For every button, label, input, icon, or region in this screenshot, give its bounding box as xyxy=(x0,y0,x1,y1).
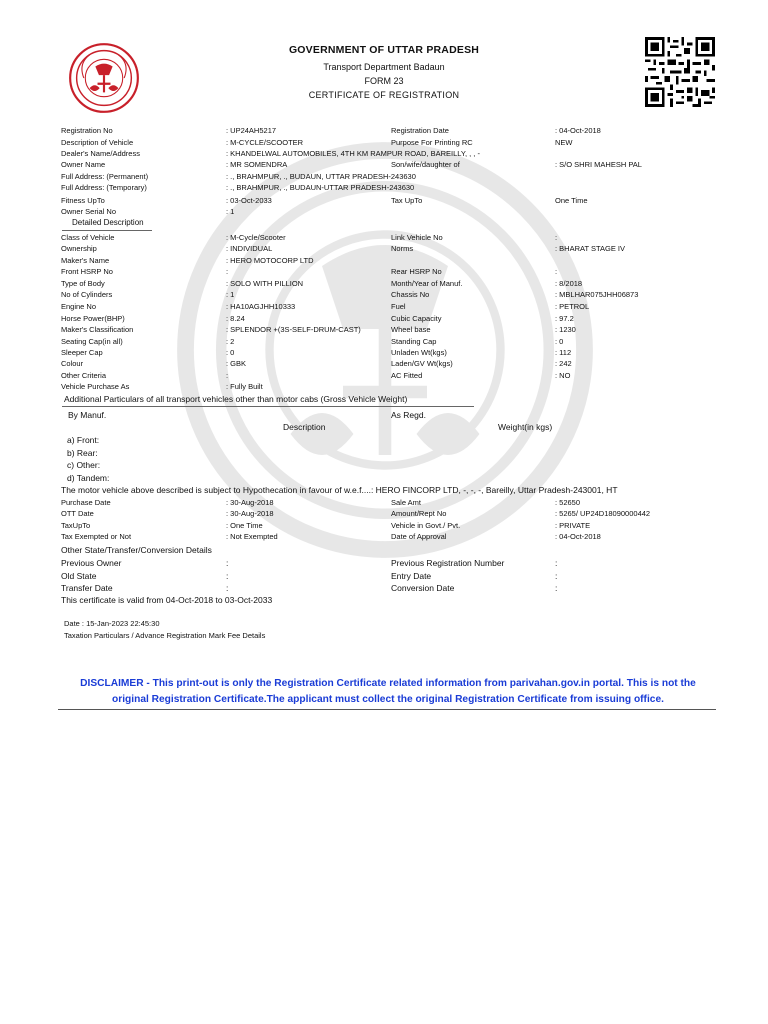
row-label: Standing Cap xyxy=(391,337,437,346)
row-value: : 30-Aug-2018 xyxy=(226,509,274,518)
row-label: Norms xyxy=(391,244,414,253)
row-label: Laden/GV Wt(kgs) xyxy=(391,359,453,368)
row-value: : 0 xyxy=(555,337,564,346)
row-label: Registration Date xyxy=(391,126,449,135)
gvw-front: a) Front: xyxy=(67,435,100,445)
row-label: Colour xyxy=(61,359,84,368)
row-label: Old State xyxy=(61,571,97,581)
row-value: : UP24AH5217 xyxy=(226,126,277,135)
row-value: : xyxy=(555,558,558,568)
row-value: : 1 xyxy=(226,207,235,216)
row-value: : 30-Aug-2018 xyxy=(226,498,274,507)
document-title: GOVERNMENT OF UTTAR PRADESH xyxy=(288,44,480,56)
row-label: Dealer's Name/Address xyxy=(61,149,140,158)
row-label: Previous Registration Number xyxy=(391,558,505,568)
row-label: Son/wife/daughter of xyxy=(391,160,460,169)
row-label: Transfer Date xyxy=(61,583,113,593)
row-label: Vehicle in Govt./ Pvt. xyxy=(391,521,461,530)
section-underline xyxy=(62,230,152,231)
row-label: TaxUpTo xyxy=(61,521,91,530)
row-value: : xyxy=(226,558,229,568)
row-label: No of Cylinders xyxy=(61,290,113,299)
row-label: Full Address: (Permanent) xyxy=(61,172,149,181)
row-value: : 2 xyxy=(226,337,235,346)
row-label: Vehicle Purchase As xyxy=(61,382,130,391)
row-label: Purchase Date xyxy=(61,498,111,507)
row-label: Fuel xyxy=(391,302,406,311)
gvw-tandem: d) Tandem: xyxy=(67,473,110,483)
row-value: : PRIVATE xyxy=(555,521,591,530)
row-label: OTT Date xyxy=(61,509,94,518)
row-value: : SOLO WITH PILLION xyxy=(226,279,304,288)
print-date: Date : 15-Jan-2023 22:45:30 xyxy=(64,619,160,628)
row-value: : 112 xyxy=(555,348,572,357)
row-value: : xyxy=(555,571,558,581)
gvw-as-regd: As Regd. xyxy=(391,410,426,420)
validity-text: This certificate is valid from 04-Oct-2018 to 03-Oct-2033 xyxy=(61,595,273,605)
row-value: : 1230 xyxy=(555,325,576,334)
row-label: Other Criteria xyxy=(61,371,107,380)
row-label: Link Vehicle No xyxy=(391,233,443,242)
row-value: : 1 xyxy=(226,290,235,299)
row-value: : 5265/ UP24D18090000442 xyxy=(555,509,651,518)
row-value: : 97.2 xyxy=(555,314,574,323)
row-label: Conversion Date xyxy=(391,583,455,593)
row-value: : MR SOMENDRA xyxy=(226,160,288,169)
row-value: : ., BRAHMPUR, ., BUDAUN, UTTAR PRADESH-243630 xyxy=(226,172,416,181)
row-value: : INDIVIDUAL xyxy=(226,244,273,253)
row-label: Cubic Capacity xyxy=(391,314,442,323)
row-label: Horse Power(BHP) xyxy=(61,314,125,323)
department-name: Transport Department Badaun xyxy=(323,62,445,72)
row-value: One Time xyxy=(555,196,588,205)
row-label: Tax UpTo xyxy=(391,196,423,205)
row-value: : M-CYCLE/SCOOTER xyxy=(226,138,304,147)
row-value: : HERO MOTOCORP LTD xyxy=(226,256,314,265)
row-label: AC Fitted xyxy=(391,371,423,380)
row-value: : xyxy=(226,583,229,593)
row-value: : xyxy=(226,267,229,276)
row-value: : Not Exempted xyxy=(226,532,278,541)
row-label: Wheel base xyxy=(391,325,431,334)
row-value: NEW xyxy=(555,138,573,147)
row-value: : xyxy=(555,267,558,276)
row-label: Registration No xyxy=(61,126,113,135)
row-label: Month/Year of Manuf. xyxy=(391,279,463,288)
row-value: : S/O SHRI MAHESH PAL xyxy=(555,160,642,169)
form-number: FORM 23 xyxy=(364,76,404,86)
row-label: Ownership xyxy=(61,244,97,253)
row-label: Entry Date xyxy=(391,571,432,581)
gvw-weight-header: Weight(in kgs) xyxy=(498,422,553,432)
row-value: : 8.24 xyxy=(226,314,245,323)
row-label: Engine No xyxy=(61,302,97,311)
gvw-other: c) Other: xyxy=(67,460,101,470)
row-value: : 04-Oct-2018 xyxy=(555,126,601,135)
disclaimer-line-1: DISCLAIMER - This print-out is only the Registration Certificate related information from parivahan.gov.in portal. This is not the xyxy=(80,678,696,689)
row-value: : One Time xyxy=(226,521,263,530)
row-label: Fitness UpTo xyxy=(61,196,105,205)
row-value: : 0 xyxy=(226,348,235,357)
row-value: : xyxy=(555,583,558,593)
row-label: Purpose For Printing RC xyxy=(391,138,473,147)
row-value: : 52650 xyxy=(555,498,581,507)
row-label: Date of Approval xyxy=(391,532,447,541)
row-label: Front HSRP No xyxy=(61,267,113,276)
row-label: Amount/Rept No xyxy=(391,509,447,518)
row-value: : ., BRAHMPUR, ., BUDAUN-UTTAR PRADESH-243630 xyxy=(226,183,415,192)
row-label: Previous Owner xyxy=(61,558,122,568)
row-value: : Fully Built xyxy=(226,382,263,391)
row-value: : xyxy=(226,371,229,380)
row-label: Owner Serial No xyxy=(61,207,117,216)
row-value: : NO xyxy=(555,371,571,380)
row-label: Tax Exempted or Not xyxy=(61,532,132,541)
row-label: Chassis No xyxy=(391,290,430,299)
row-value: : 242 xyxy=(555,359,572,368)
row-label: Sale Amt xyxy=(391,498,422,507)
gvw-by-manuf: By Manuf. xyxy=(68,410,107,420)
row-label: Type of Body xyxy=(61,279,105,288)
row-value: : xyxy=(555,233,558,242)
row-label: Unladen Wt(kgs) xyxy=(391,348,447,357)
row-value: : MBLHAR075JHH06873 xyxy=(555,290,639,299)
taxation-particulars: Taxation Particulars / Advance Registration Mark Fee Details xyxy=(64,631,266,640)
row-label: Owner Name xyxy=(61,160,106,169)
hypothecation-text: The motor vehicle above described is subject to Hypothecation in favour of w.e.f....: HERO FINCORP LTD, -, -, -, Bareilly, Uttar Pradesh-243001, HT xyxy=(61,485,618,495)
gvw-description-header: Description xyxy=(283,422,326,432)
row-label: Full Address: (Temporary) xyxy=(61,183,147,192)
row-value: : GBK xyxy=(226,359,247,368)
row-value: : KHANDELWAL AUTOMOBILES, 4TH KM RAMPUR ROAD, BAREILLY, , , - xyxy=(226,149,480,158)
row-label: Class of Vehicle xyxy=(61,233,115,242)
row-label: Seating Cap(in all) xyxy=(61,337,123,346)
detailed-description-heading: Detailed Description xyxy=(72,218,144,227)
row-label: Sleeper Cap xyxy=(61,348,103,357)
disclaimer-line-2: original Registration Certificate.The applicant must collect the original Registration Certificate from issuing office. xyxy=(112,694,664,705)
certificate-title: CERTIFICATE OF REGISTRATION xyxy=(308,90,460,100)
row-label: Rear HSRP No xyxy=(391,267,442,276)
row-value: : 8/2018 xyxy=(555,279,583,288)
row-value: : HA10AGJHH10333 xyxy=(226,302,296,311)
gvw-heading: Additional Particulars of all transport vehicles other than motor cabs (Gross Vehicle Weight) xyxy=(64,394,408,404)
row-value: : PETROL xyxy=(555,302,590,311)
row-value: : SPLENDOR +(3S-SELF-DRUM-CAST) xyxy=(226,325,361,334)
row-value: : M-Cycle/Scooter xyxy=(226,233,286,242)
row-value: : 03-Oct-2033 xyxy=(226,196,272,205)
row-value: : BHARAT STAGE IV xyxy=(555,244,626,253)
section-underline xyxy=(62,406,474,407)
row-label: Maker's Name xyxy=(61,256,110,265)
row-label: Maker's Classification xyxy=(61,325,134,334)
disclaimer-rule xyxy=(58,709,716,710)
transfer-heading: Other State/Transfer/Conversion Details xyxy=(61,545,212,555)
row-value: : xyxy=(226,571,229,581)
gvw-rear: b) Rear: xyxy=(67,448,98,458)
row-value: : 04-Oct-2018 xyxy=(555,532,601,541)
row-label: Description of Vehicle xyxy=(61,138,134,147)
